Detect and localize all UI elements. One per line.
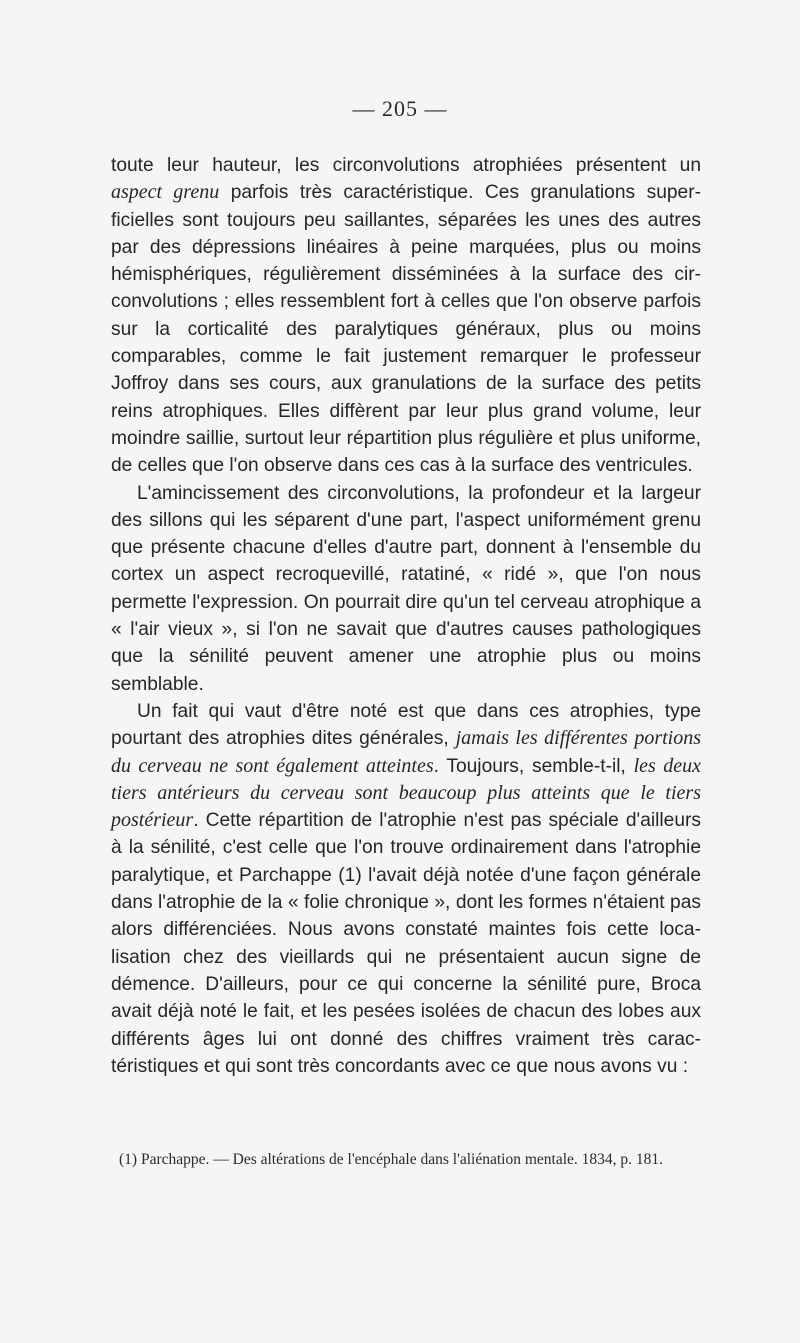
paragraph <box>111 152 701 480</box>
italic-phrase: aspect grenu <box>111 181 220 204</box>
page-number: — 205 — <box>352 96 448 121</box>
text-run: parfois très caractéristique. Ces granulations superficielles sont toujours peu saillantes, séparées les unes des autres par des dépressions linéaires à peine marquées, plus ou moins hémisphériques, régulièrement disséminées à la surface des circonvolutions ; elles ressemblent fort à celles que l'on observe parfois sur la corticalité des paralytiques généraux, plus ou moins comparables, comme le fait justement remarquer le professeur Joffroy dans ses cours, aux granulations de la surface des petits reins atrophiques. Elles diffèrent par leur plus grand volume, leur moindre saillie, surtout leur répartition plus régulière et plus uniforme, de celles que l'on observe dans ces cas à la surface des ventricules. <box>111 182 702 477</box>
text-run: . Cette répartition de l'atrophie n'est pas spéciale d'ailleurs à la sénilité, c'est celle que l'on trouve ordinairement dans l'atrophie paralytique, et Parchappe (1) l'avait déjà notée d'une façon générale dans l'atrophie de la « folie chronique », dont les formes n'étaient pas alors différenciées. Nous avons constaté maintes fois cette localisation chez des vieillards qui ne présentaient aucun signe de démence. D'ailleurs, pour ce qui concerne la sénilité pure, Broca avait déjà noté le fait, et les pesées isolées de chacun des lobes aux différents âges lui ont donné des chiffres vraiment très caractéristiques et qui sont très concordants avec ce que nous avons vu : <box>111 810 701 1077</box>
paragraph <box>111 698 701 1080</box>
text-run: L'amincissement des circonvolutions, la profondeur et la largeur des sillons qui les séparent d'une part, l'aspect uniformément grenu que présente chacune d'elles d'autre part, donnent à l'ensemble du cortex un aspect recroquevillé, ratatiné, « ridé », que l'on nous permette l'expression. On pourrait dire qu'un tel cerveau atrophique a « l'air vieux », si l'on ne savait que d'autres causes pathologiques que la sénilité peuvent amener une atrophie plus ou moins semblable. <box>111 482 701 695</box>
body-text <box>111 152 701 1080</box>
italic-phrase: les deux tiers antérieurs du cerveau sont beaucoup plus atteints que le tiers postérieur <box>111 754 701 832</box>
text-run: . Toujours, semble-t-il, <box>433 755 634 777</box>
text-run: Un fait qui vaut d'être noté est que dans ces atrophies, type pourtant des atrophies dites générales, <box>111 700 701 750</box>
italic-phrase: jamais les différentes portions du cerveau ne sont également atteintes <box>111 727 701 777</box>
footnote: (1) Parchappe. — Des altérations de l'encéphale dans l'aliénation mentale. 1834, p. 181. <box>119 1151 664 1168</box>
paragraph <box>111 480 701 698</box>
text-run: toute leur hauteur, les circonvolutions atrophiées présentent un <box>111 155 701 176</box>
